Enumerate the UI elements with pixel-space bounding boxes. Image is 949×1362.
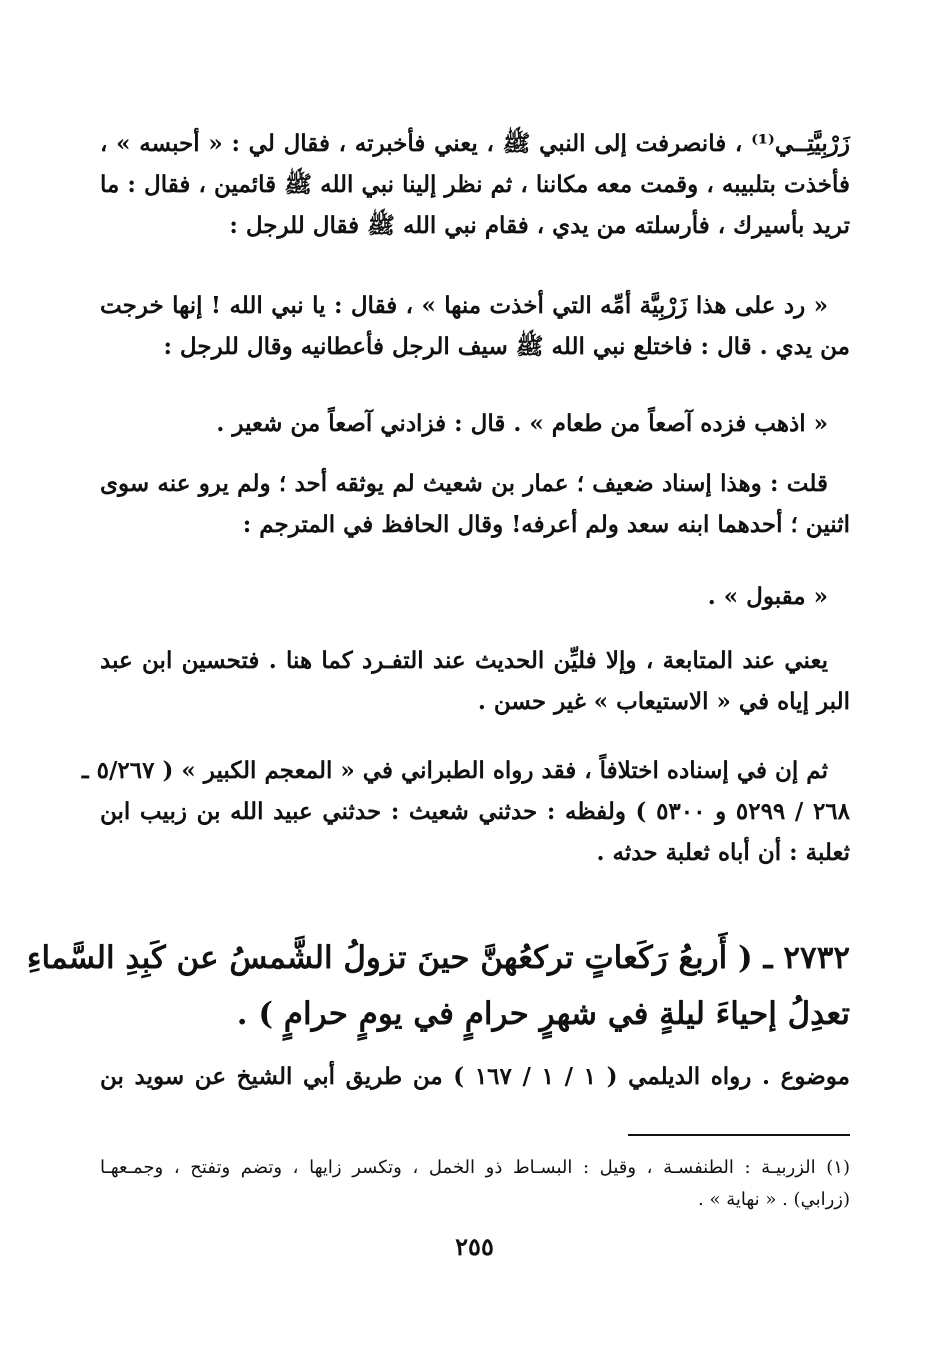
text-line: اثنين ؛ أحدهما ابنه سعد ولم أعرفه! وقال الحافظ في المترجم : bbox=[242, 511, 850, 538]
text-line: البر إياه في « الاستيعاب » غير حسن . bbox=[477, 688, 850, 715]
paragraph-quote-3 bbox=[100, 576, 850, 617]
paragraph-verdict bbox=[100, 1056, 850, 1097]
text-line: ٢٦٨ / ٥٢٩٩ و ٥٣٠٠ ) ولفظه : حدثني شعيث : حدثني عبيد الله بن زبيب ابن bbox=[100, 798, 850, 825]
paragraph-commentary bbox=[100, 463, 850, 545]
paragraph-quote-1 bbox=[100, 285, 850, 367]
hadith-heading bbox=[26, 930, 850, 1042]
paragraph-quote-2 bbox=[100, 403, 850, 444]
footnote-line: (زرابي) . « نهاية » . bbox=[698, 1189, 850, 1210]
paragraph-evaluation bbox=[100, 640, 850, 722]
hadith-line: ٢٧٣٢ ـ ( أَربعُ رَكَعاتٍ تركعُهنَّ حينَ تزولُ الشَّمسُ عن كَبِدِ السَّماءِ bbox=[26, 940, 850, 976]
text-line: موضوع . رواه الديلمي ( ١ / ١ / ١٦٧ ) من طريق أبي الشيخ عن سويد بن bbox=[100, 1063, 851, 1090]
footnote bbox=[100, 1152, 850, 1216]
text-line: ثم إن في إسناده اختلافاً ، فقد رواه الطبراني في « المعجم الكبير » ( ٥/٢٦٧ ـ bbox=[81, 757, 828, 784]
text-line: ثعلبة : أن أباه ثعلبة حدثه . bbox=[596, 839, 850, 866]
text-line: تريد بأسيرك ، فأرسلته من يدي ، فقام نبي الله ﷺ فقال للرجل : bbox=[229, 212, 850, 239]
paragraph-narration bbox=[81, 750, 850, 873]
text-line: قلت : وهذا إسناد ضعيف ؛ عمار بن شعيث لم يوثقه أحد ؛ ولم يرو عنه سوى bbox=[100, 470, 828, 497]
page-number: ٢٥٥ bbox=[455, 1232, 494, 1261]
footnote-line: (١) الزربيـة : الطنفسـة ، وقيل : البسـاط ذو الخمل ، وتكسر زايها ، وتضم وتفتح ، وجمـعهـا bbox=[100, 1157, 850, 1178]
text-line: من يدي . قال : فاختلع نبي الله ﷺ سيف الرجل فأعطانيه وقال للرجل : bbox=[163, 333, 850, 360]
text-line: « اذهب فزده آصعاً من طعام » . قال : فزادني آصعاً من شعير . bbox=[216, 410, 828, 437]
footnote-separator bbox=[628, 1134, 850, 1136]
hadith-line: تعدِلُ إحياءَ ليلةٍ في شهرٍ حرامٍ في يومٍ حرامٍ ) . bbox=[236, 996, 850, 1032]
text-line: « مقبول » . bbox=[707, 583, 828, 610]
text-line: « رد على هذا زَرْبِيَّة أمِّه التي أخذت منها » ، فقال : يا نبي الله ! إنها خرجت bbox=[100, 292, 828, 319]
text-line: زَرْبِيَّتِــي⁽¹⁾ ، فانصرفت إلى النبي ﷺ ، يعني فأخبرته ، فقال لي : « أحبسه » ، bbox=[100, 130, 850, 157]
text-line: يعني عند المتابعة ، وإلا فليِّن الحديث عند التفـرد كما هنا . فتحسين ابن عبد bbox=[100, 647, 828, 674]
paragraph-continuation bbox=[100, 123, 850, 246]
text-line: فأخذت بتلبيبه ، وقمت معه مكاننا ، ثم نظر إلينا نبي الله ﷺ قائمين ، فقال : ما bbox=[100, 171, 850, 198]
